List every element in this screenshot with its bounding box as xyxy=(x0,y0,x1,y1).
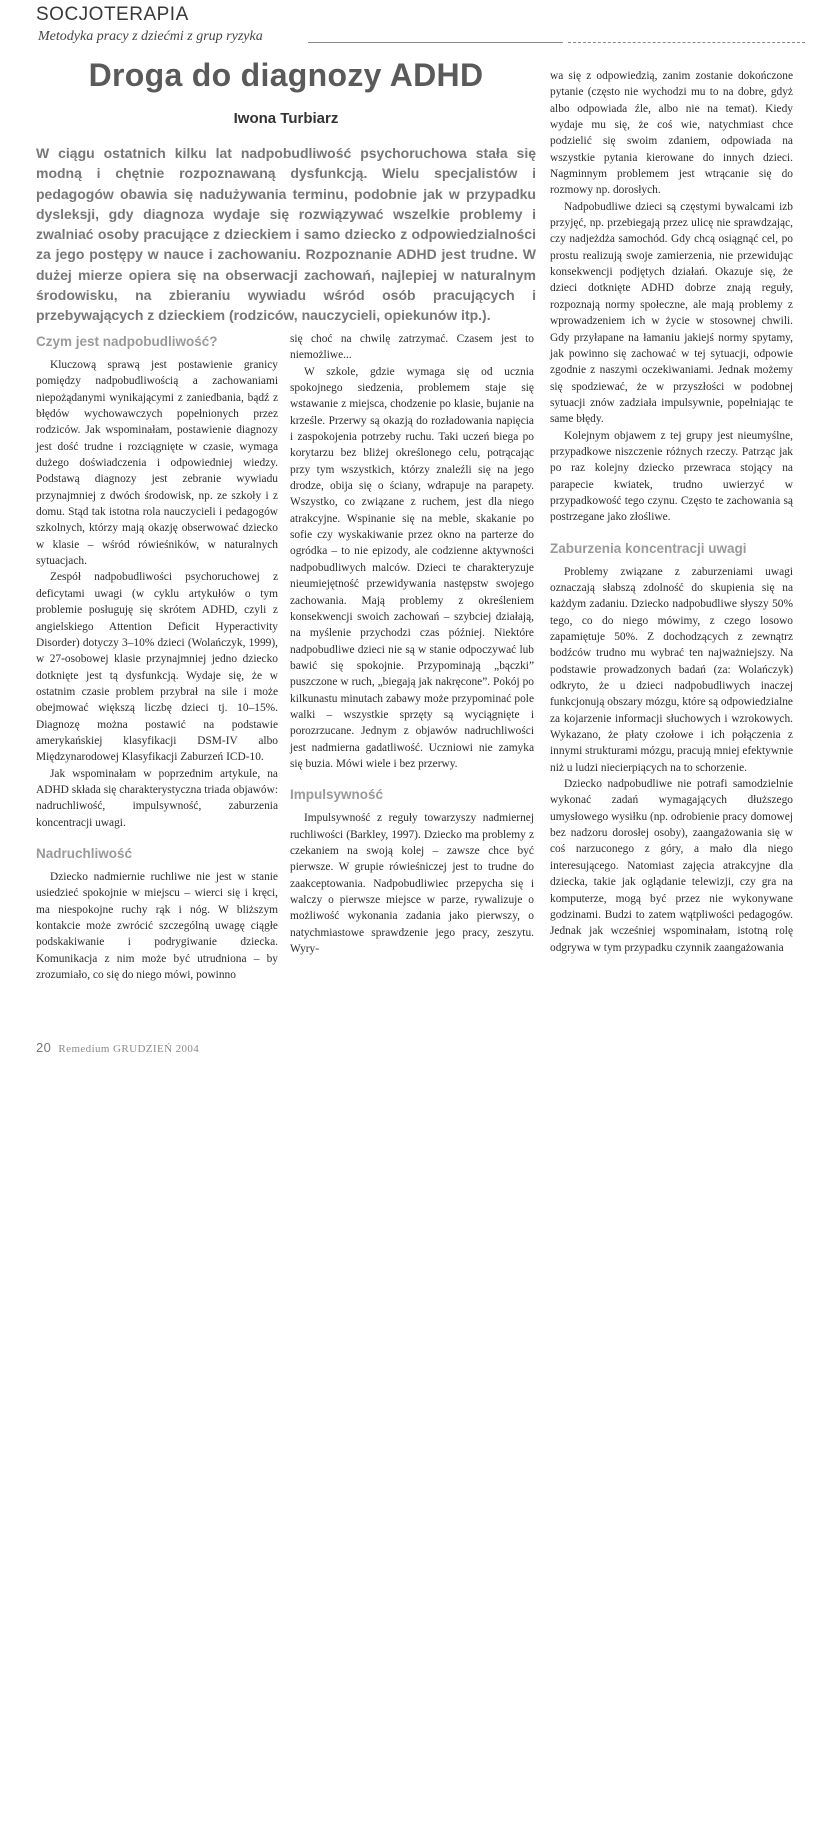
journal-name: Remedium GRUDZIEŃ 2004 xyxy=(58,1043,200,1055)
section-heading-overactivity: Nadruchliwość xyxy=(36,845,133,861)
paragraph: Dziecko nadpobudliwe nie potrafi samodzielnie wykonać zadań wymagających dłuższego umysłowego wysiłku (np. odrobienie pracy domowej bez nadzoru dorosłej osoby), zaangażowania się w coś narzuconego z góry, a mało dla niego interesującego. Natomiast zajęcia atrakcyjne dla dziecka, takie jak oglądanie telewizji, czy gra na komputerze, mogą być przez nie wykonywane godzinami. Budzi to zatem wątpliwości pedagogów. Jednak jak wcześniej wspominałam, istotną rolę odgrywa w tym przypadku czynnik zaangażowania xyxy=(550,778,793,954)
section-heading-attention: Zaburzenia koncentracji uwagi xyxy=(550,540,747,556)
article-title: Droga do diagnozy ADHD xyxy=(88,57,484,93)
article-lead: W ciągu ostatnich kilku lat nadpobudliwość psychoruchowa stała się modną i chętnie rozpoznawaną dysfunkcją. Wielu specjalistów i pedagogów obawia się nadużywania terminu, podobnie jak w przypadku dysleksji, gdy diagnoza wydaje się rozwiązywać wszelkie problemy i zwalniać osoby pracujące z dzieckiem i samo dziecko z odpowiedzialności za jego postępy w nauce i zachowaniu. Rozpoznanie ADHD jest trudne. W dużej mierze opiera się na obserwacji zachowań, najlepiej w naturalnym środowisku, na zbieraniu wywiadu wśród osób pracujących i przebywających z dzieckiem (rodziców, nauczycieli, opiekunów itp.). xyxy=(36,145,536,324)
paragraph: Nadpobudliwe dzieci są częstymi bywalcami izb przyjęć, np. przebiegają przez ulicę nie sprawdzając, czy nadjeżdża samochód. Gdy chcą osiągnąć cel, po prostu realizują swoje zamierzenia, nie przewidując konsekwencji podjętych działań. Okazuje się, że dzieci dotknięte ADHD dobrze znają reguły, rozpoznają normy społeczne, ale mają problemy z wprowadzeniem ich w życie w stosownej chwili. Gdy przyłapane na łamaniu jakiejś normy spytamy, jak powinno się zachować w tej sytuacji, odpowie zgodnie z naszymi oczekiwaniami. Jednak możemy się spodziewać, że w przyszłości w podobnej sytuacji znów zadziała impulsywnie, popełniając te same błędy. xyxy=(550,200,793,426)
paragraph: Kolejnym objawem z tej grupy jest nieumyślne, przypadkowe niszczenie różnych rzeczy. Patrząc jak po raz kolejny dziecko przewraca stojący na parapecie kwiatek, trudno uwierzyć w przypadkowość tego czynu. Często te zachowania są postrzegane jako złośliwe. xyxy=(550,429,793,524)
article-author: Iwona Turbiarz xyxy=(233,110,339,127)
section-heading-impulsivity: Impulsywność xyxy=(290,787,384,803)
paragraph: Dziecko nadmiernie ruchliwe nie jest w stanie usiedzieć spokojnie w miejscu – wierci się i kręci, ma niespokojne ruchy rąk i nóg. W bliższym kontakcie może zwrócić szczególną uwagę ciągłe podskakiwanie i podrygiwanie dziecka. Komunikacja z nim może być utrudniona – by zrozumiało, co się do niego mówi, powinno xyxy=(36,870,278,982)
column-1 xyxy=(36,331,278,983)
paragraph: W szkole, gdzie wymaga się od ucznia spokojnego siedzenia, problemem staje się wstawanie z miejsca, chodzenie po klasie, bujanie na krześle. Przerwy są okazją do rozładowania napięcia i zaspokojenia potrzeby ruchu. Taki uczeń biega po korytarzu bez bliżej określonego celu, potrącając przy tym wszystkich, którzy znaleźli się na jego drodze, obija się o ściany, wdrapuje na parapety. Wszystko, co związane z ruchem, jest dla niego atrakcyjne. Wspinanie się na meble, skakanie po sofie czy wyskakiwanie przez okno na parterze do ogródka – to nie epizody, ale codzienne aktywności nadpobudliwych malców. Dzieci te charakteryzuje nieumiejętność przewidywania następstw swojego zachowania. Mają problemy z określeniem konsekwencji swoich zachowań – szybciej działają, na myślenie przychodzi czas później. Niektóre nadpobudliwe dzieci nie są w stanie odpoczywać lub bawić się spokojnie. Przypominają „bączki” puszczone w ruch, „biegają jak nakręcone”. Pokój po kilkunastu minutach zabawy może przypominać pole walki – wszystkie sprzęty są wyciągnięte i porozrzucane. Jednym z objawów nadruchliwości jest nadmierna gadatliwość. Uczniowi nie zamyka się buzia. Mówi wiele i bez przerwy. xyxy=(290,365,534,770)
paragraph: Problemy związane z zaburzeniami uwagi oznaczają słabszą zdolność do skupienia się na każdym zadaniu. Dziecko nadpobudliwe słyszy 50% tego, co do niego mówimy, z czego losowo zapamiętuje 50%. Z dochodzących z zewnątrz bodźców trudno mu wybrać ten najważniejszy. Na podstawie prowadzonych badań (za: Wolańczyk) odkryto, że u dzieci nadpobudliwych inaczej funkcjonują obszary mózgu, które są odpowiedzialne za kojarzenie informacji słuchowych i wzrokowych. Wykazano, że płaty czołowe i ich połączenia z innymi strukturami mózgu, pracują mniej efektywnie niż u ludzi niecierpiących na to schorzenie. xyxy=(550,565,793,774)
column-2 xyxy=(290,331,534,957)
section-heading-hyperactivity: Czym jest nadpobudliwość? xyxy=(36,334,218,349)
column-3 xyxy=(550,68,793,956)
header-rule xyxy=(308,42,563,43)
paragraph: Kluczową sprawą jest postawienie granicy pomiędzy nadpobudliwością a zachowaniami niepożądanymi wynikającymi z zaniedbania, bądź z błędów wychowawczych popełnionych przez rodziców. Jak wspominałam, postawienie diagnozy jest dość trudne i rozciągnięte w czasie, wymaga dużego doświadczenia i odpowiedniej wiedzy. Podstawą diagnozy jest zebranie wywiadu przynajmniej z dwóch środowisk, np. ze szkoły i z domu. Stąd tak istotna rola nauczycieli i pedagogów szkolnych, którzy mają okazję obserwować dziecko w klasie – wśród rówieśników, w naturalnych sytuacjach. xyxy=(36,359,278,568)
paragraph: się choć na chwilę zatrzymać. Czasem jest to niemożliwe... xyxy=(290,333,534,362)
paragraph: wa się z odpowiedzią, zanim zostanie dokończone pytanie (często nie wychodzi mu to na dobre, gdyż albo odpowiada źle, albo nie na temat). Kiedy wydaje mu się, że coś wie, natychmiast chce podzielić się swoim zdaniem, odpowiada na wszystkie pytania kierowane do innych dzieci. Nagminnym problemem jest wtrącanie się do rozmowy np. dorosłych. xyxy=(550,70,793,197)
subsection-header: Metodyka pracy z dziećmi z grup ryzyka xyxy=(38,29,263,44)
paragraph: Jak wspominałam w poprzednim artykule, na ADHD składa się charakterystyczna triada objawów: nadruchliwość, impulsywność, zaburzenia koncentracji uwagi. xyxy=(36,767,278,829)
paragraph: Zespół nadpobudliwości psychoruchowej z deficytami uwagi (w cyklu artykułów o tym problemie posługuję się skrótem ADHD, czyli z angielskiego Attention Deficit Hyperactivity Disorder) dotyczy 3–10% dzieci (Wolańczyk, 1999), w 27-osobowej klasie przynajmniej jedno dziecko dotknięte jest tą dysfunkcją. Wydaje się, że w ostatnim czasie problem przybrał na sile i może obejmować większą liczbę dzieci tj. 10–15%. Diagnozę można postawić na podstawie amerykańskiej klasyfikacji DSM-IV albo Międzynarodowej Klasyfikacji Zaburzeń ICD-10. xyxy=(36,571,278,764)
header-rule-dashed xyxy=(568,42,805,43)
page-footer xyxy=(36,1040,199,1055)
section-header: SOCJOTERAPIA xyxy=(36,4,189,25)
page-number: 20 xyxy=(36,1040,52,1055)
paragraph: Impulsywność z reguły towarzyszy nadmiernej ruchliwości (Barkley, 1997). Dziecko ma problemy z czekaniem na swoją kolej – zawsze chce być pierwsze. W grupie rówieśniczej jest to trudne do zaakceptowania. Nadpobudliwiec przepycha się i walczy o pierwsze miejsce w parze, rywalizuje o możliwość wykonania zadania jako pierwszy, o natychmiastowe sprawdzenie jego pracy, zeszytu. Wyry- xyxy=(290,812,534,956)
